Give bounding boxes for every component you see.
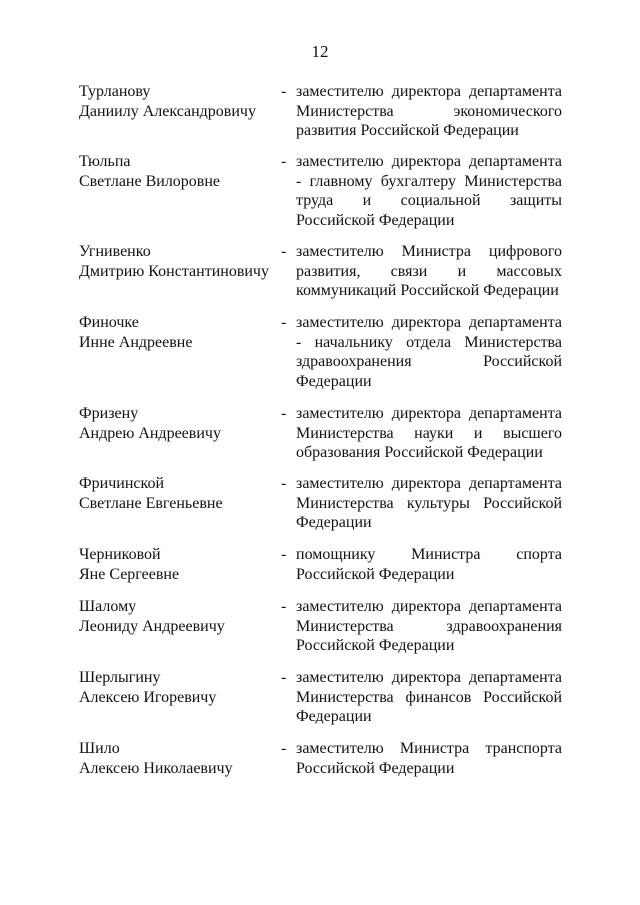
position-text: заместителю Министра цифрового развития, связи и массовых коммуникаций Российской Федерации (296, 243, 562, 299)
page-number: 12 (311, 42, 329, 61)
given-name: Даниилу Александровичу (79, 102, 256, 120)
surname: Угнивенко (79, 243, 151, 260)
position-text: заместителю директора департамента - начальнику отдела Министерства здравоохранения Российской Федерации (296, 314, 562, 390)
surname: Финочке (79, 314, 139, 331)
given-name: Яне Сергеевне (79, 565, 180, 583)
given-name: Алексею Николаевичу (79, 759, 233, 777)
surname: Турланову (79, 83, 151, 100)
dash: - (281, 83, 287, 100)
position-text: помощнику Министра спорта Российской Федерации (296, 546, 562, 583)
person-name (79, 474, 279, 513)
person-name (79, 545, 279, 584)
dash: - (281, 405, 287, 422)
dash: - (281, 546, 287, 563)
given-name: Дмитрию Константиновичу (79, 262, 269, 280)
given-name: Леониду Андреевичу (79, 617, 225, 635)
dash: - (281, 243, 287, 260)
person-name (79, 739, 279, 778)
person-name (79, 668, 279, 707)
position-text: заместителю директора департамента - главному бухгалтеру Министерства труда и социальной защиты Российской Федерации (296, 153, 562, 229)
given-name: Алексею Игоревичу (79, 688, 217, 706)
position-text: заместителю Министра транспорта Российской Федерации (296, 740, 562, 777)
surname: Шило (79, 740, 120, 757)
person-name (79, 242, 279, 281)
person-name (79, 404, 279, 443)
surname: Фричинской (79, 475, 164, 492)
position-text: заместителю директора департамента Министерства науки и высшего образования Российской Федерации (296, 405, 562, 461)
surname: Фризену (79, 405, 139, 422)
dash: - (281, 669, 287, 686)
position-text: заместителю директора департамента Министерства финансов Российской Федерации (296, 669, 562, 725)
dash: - (281, 475, 287, 492)
dash: - (281, 153, 287, 170)
dash: - (281, 314, 287, 331)
surname: Черниковой (79, 546, 161, 563)
surname: Шалому (79, 598, 137, 615)
person-name (79, 313, 279, 352)
surname: Шерлыгину (79, 669, 161, 686)
given-name: Светлане Вилоровне (79, 172, 221, 190)
person-name (79, 597, 279, 636)
given-name: Светлане Евгеньевне (79, 494, 223, 512)
position-text: заместителю директора департамента Министерства здравоохранения Российской Федерации (296, 598, 562, 654)
position-text: заместителю директора департамента Министерства экономического развития Российской Федерации (296, 83, 562, 139)
position-text: заместителю директора департамента Министерства культуры Российской Федерации (296, 475, 562, 531)
given-name: Андрею Андреевичу (79, 424, 221, 442)
person-name (79, 152, 279, 191)
dash: - (281, 740, 287, 757)
given-name: Инне Андреевне (79, 333, 193, 351)
person-name (79, 82, 279, 121)
dash: - (281, 598, 287, 615)
surname: Тюльпа (79, 153, 131, 170)
